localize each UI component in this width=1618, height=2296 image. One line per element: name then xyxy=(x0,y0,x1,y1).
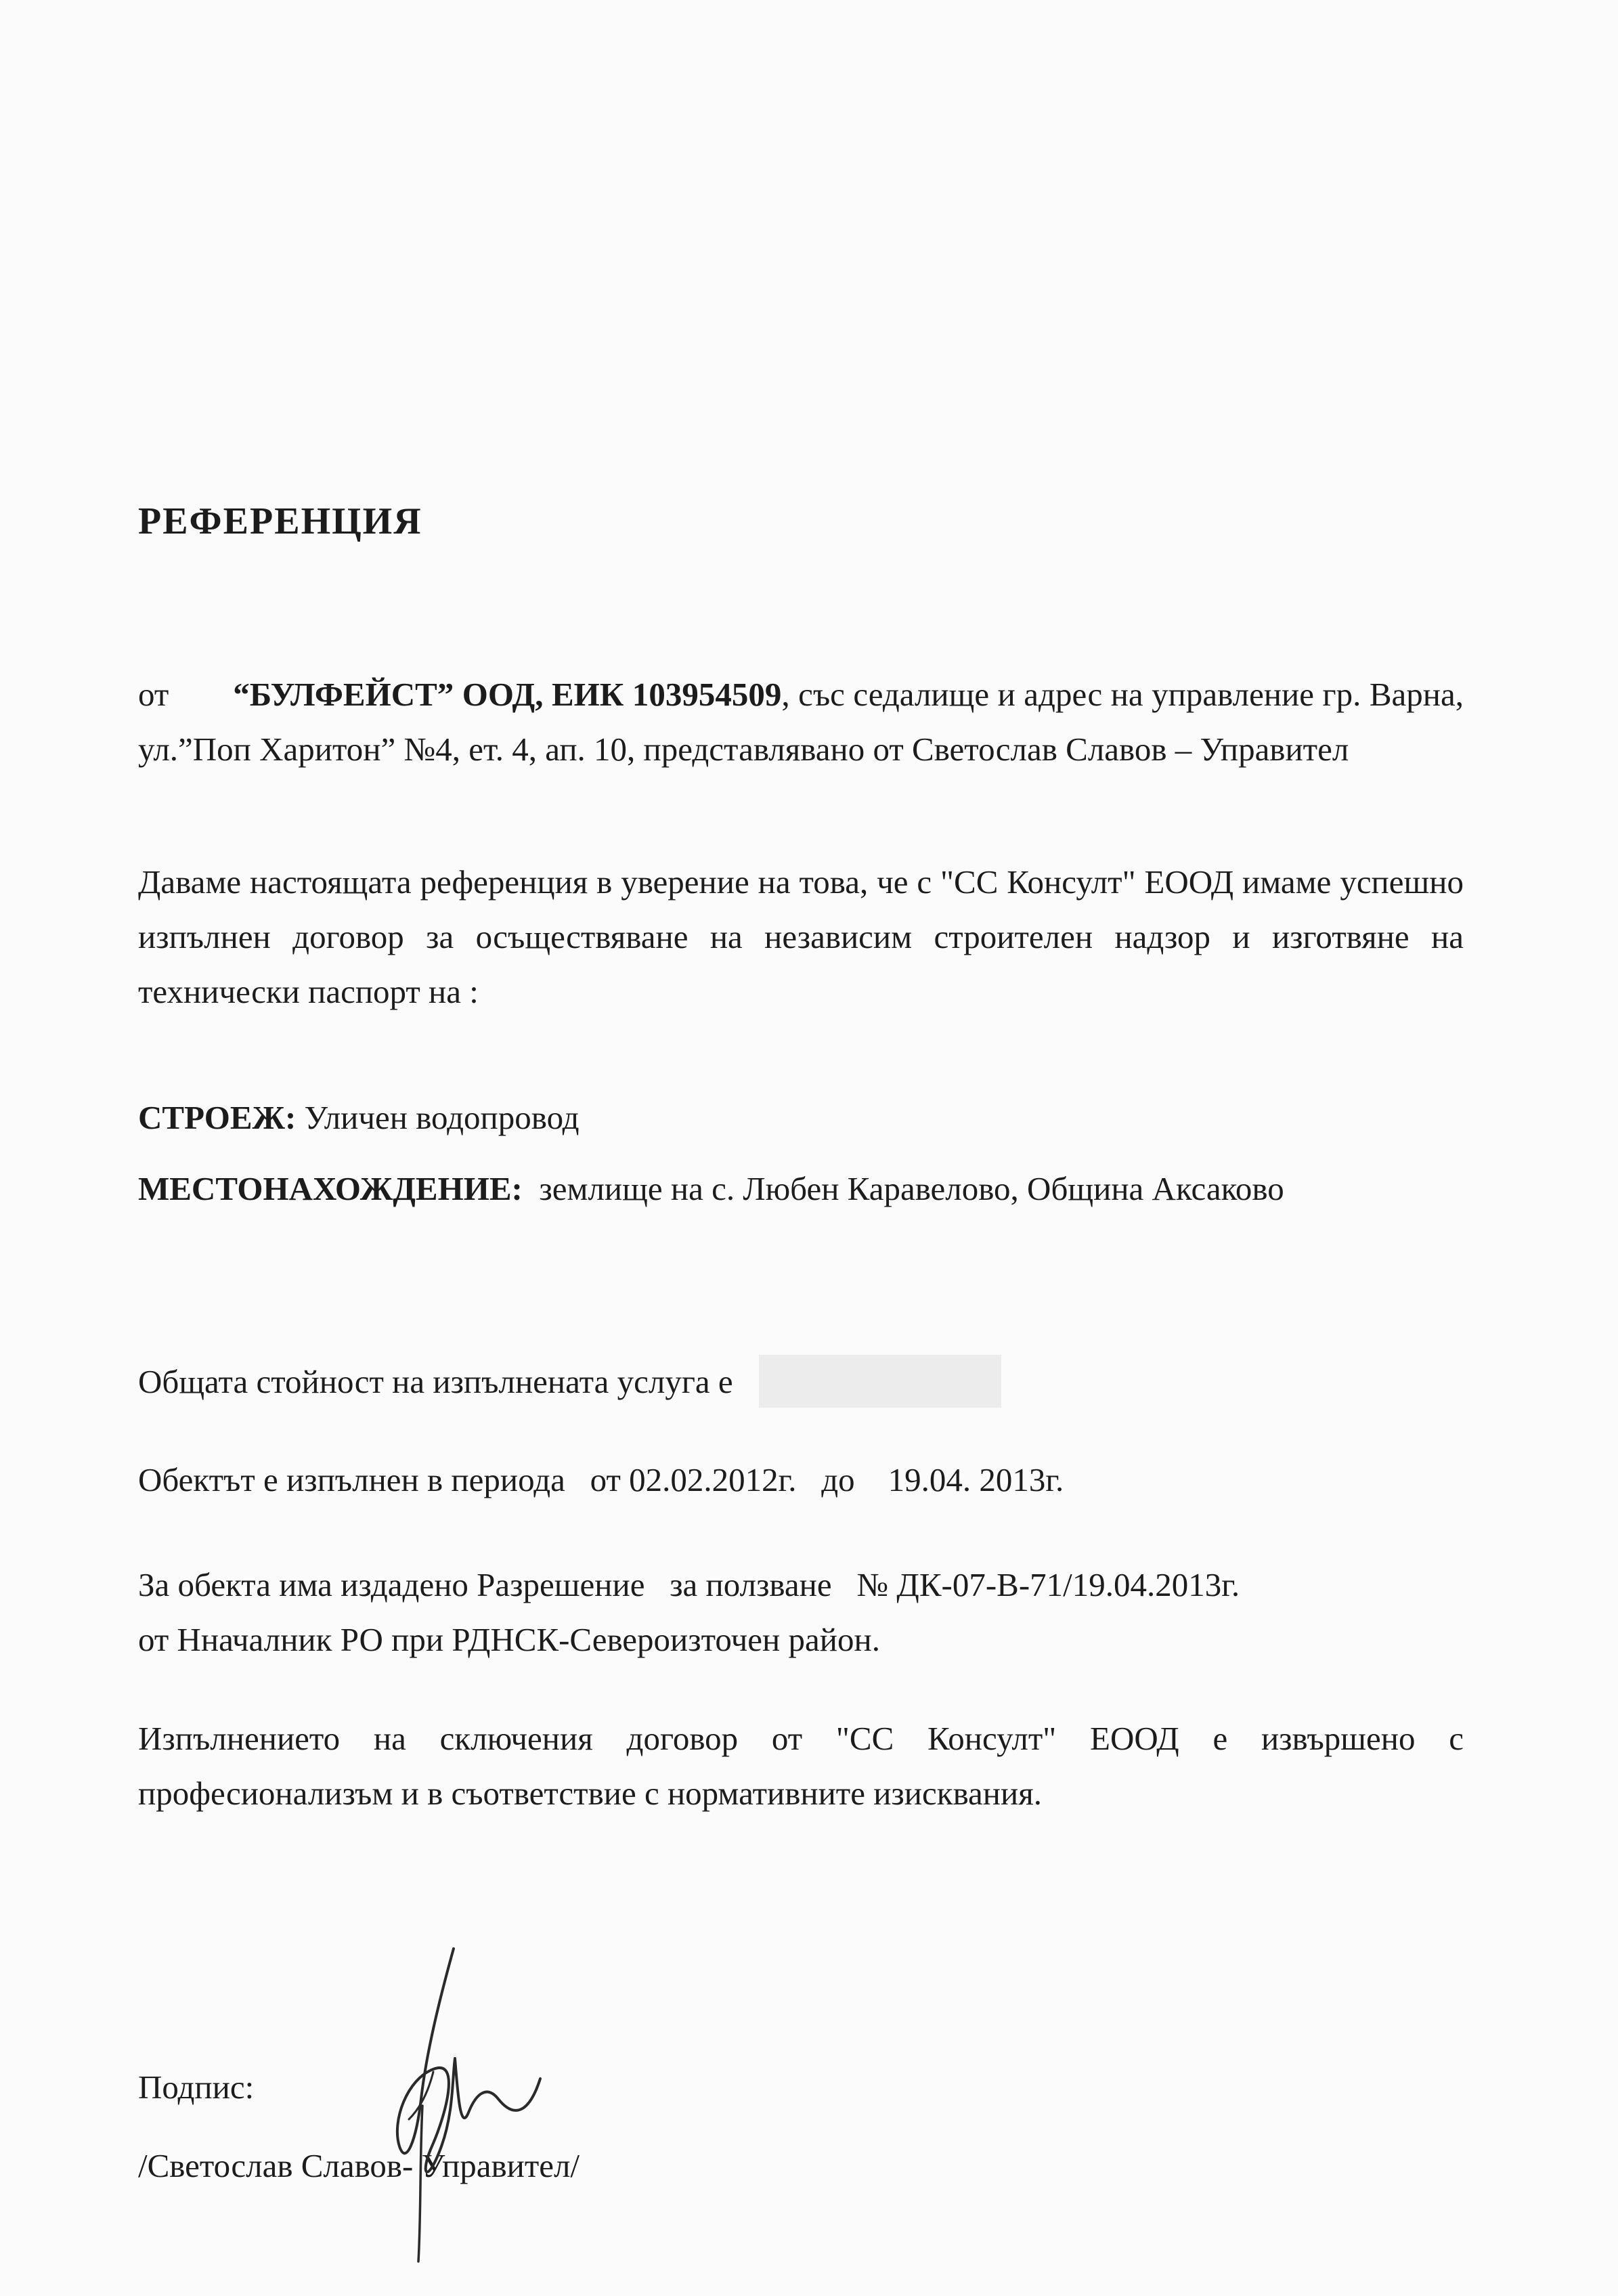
permit-line-2: от Нначалник РО при РДНСК-Североизточен район. xyxy=(138,1621,880,1658)
from-details: , със седалище и адрес на управление гр. Варна, ул.”Поп Харитон” №4, ет. 4, ап. 10, представлявано от Светослав Славов – Управител xyxy=(138,676,1464,768)
signature-label: Подпис: xyxy=(138,2068,255,2106)
period-line xyxy=(138,1452,1064,1507)
construction-label: СТРОЕЖ: xyxy=(138,1099,297,1136)
construction-line xyxy=(138,1090,580,1145)
location-paragraph xyxy=(138,1161,1464,1216)
period-to: 19.04. 2013г. xyxy=(888,1461,1064,1498)
location-label: МЕСТОНАХОЖДЕНИЕ: xyxy=(138,1170,523,1207)
signatory-name: /Светослав Славов- Управител/ xyxy=(138,2147,580,2184)
total-value-text: Общата стойност на изпълнената услуга е xyxy=(138,1363,733,1400)
period-to-word: до xyxy=(821,1461,855,1498)
period-text: Обектът е изпълнен в периода xyxy=(138,1461,565,1498)
redacted-value-box xyxy=(759,1355,1001,1408)
from-paragraph xyxy=(138,667,1464,777)
construction-value: Уличен водопровод xyxy=(304,1099,580,1136)
period-from: от 02.02.2012г. xyxy=(590,1461,797,1498)
from-prefix: от xyxy=(138,676,169,713)
permit-line-1: За обекта има издадено Разрешение за ползване № ДК-07-В-71/19.04.2013г. xyxy=(138,1566,1240,1603)
conclusion-paragraph: Изпълнението на сключения договор от "СС Консулт" ЕООД е извършено с професионализъм и в съответствие с нормативните изисквания. xyxy=(138,1720,1464,1812)
location-value: землище на с. Любен Каравелово, Община Аксаково xyxy=(539,1170,1284,1207)
intro-paragraph: Даваме настоящата референция в уверение на това, че с "СС Консулт" ЕООД имаме успешно изпълнен договор за осъществяване на независим строителен надзор и изготвяне на технически паспорт на : xyxy=(138,863,1464,1010)
handwritten-signature xyxy=(379,1943,555,2268)
total-value-line xyxy=(138,1354,1001,1412)
company-name: “БУЛФЕЙСТ” ООД, ЕИК 103954509 xyxy=(233,676,782,713)
document-title: РЕФЕРЕНЦИЯ xyxy=(138,500,422,542)
